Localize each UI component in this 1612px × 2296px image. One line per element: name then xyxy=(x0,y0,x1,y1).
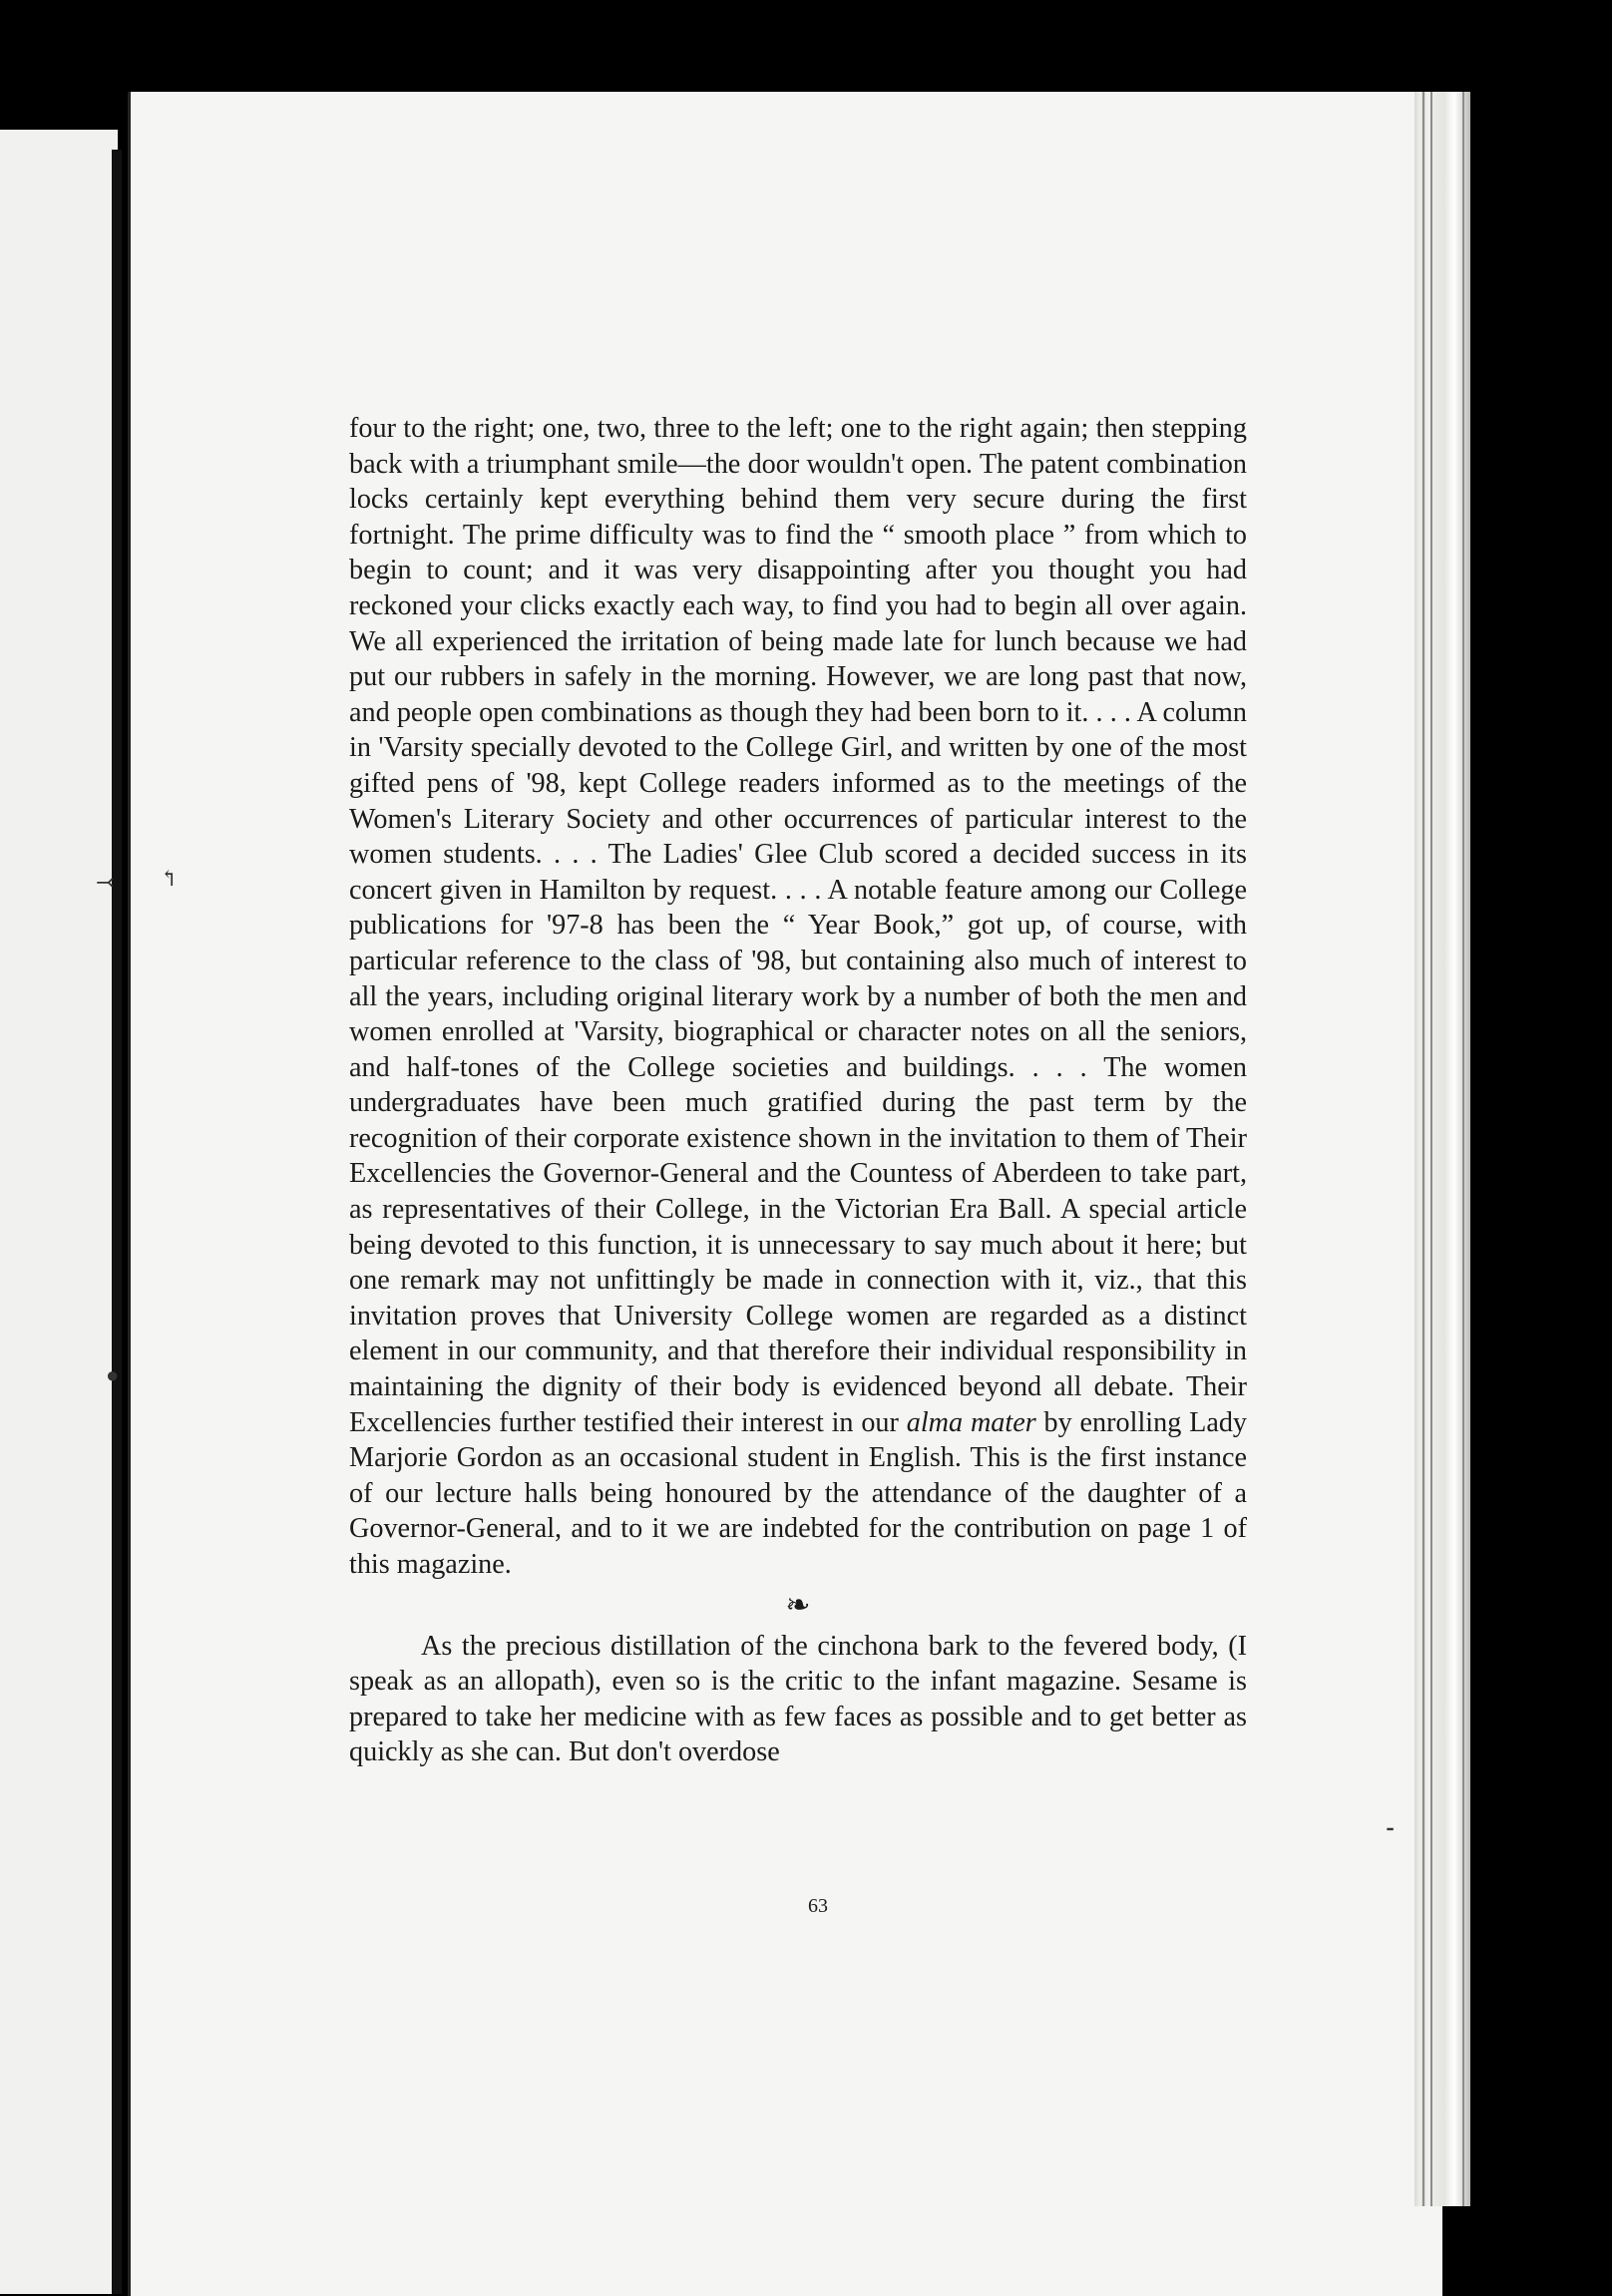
page-edge-line xyxy=(1430,92,1432,2206)
binding-gutter xyxy=(112,150,122,2294)
italic-phrase: alma mater xyxy=(906,1406,1036,1438)
margin-mark: ● xyxy=(106,1362,120,1387)
previous-page-edge xyxy=(0,130,118,2294)
paragraph-text: by enrolling Lady Marjorie Gordon as an occasional student in English. This is the first instance of our lecture halls being honoured by the attendance of the daughter of a Governor-General, and to it we are indebted for the contribution on page 1 of this magazine. xyxy=(349,1406,1248,1580)
section-ornament: ❧ xyxy=(785,1588,811,1622)
page-edge-line xyxy=(1462,92,1464,2206)
body-text xyxy=(349,411,1247,1770)
page-number: 63 xyxy=(808,1895,828,1917)
paragraph-text: four to the right; one, two, three to the left; one to the right again; then stepping back with a triumphant smile—the door wouldn't open. The patent combination locks certainly kept everything behind them very secure during the first fortnight. The prime difficulty was to find the “ smooth place ” from which to begin to count; and it was very disappointing after you thought you had reckoned your clicks exactly each way, to find you had to begin all over again. We all experienced the irritation of being made late for lunch because we had put our rubbers in safely in the morning. However, we are long past that now, and people open combinations as though they had been born to it. . . . A column in 'Varsity specially devoted to the College Girl, and written by one of the most gifted pens of '98, kept College readers informed as to the meetings of the Women's Literary Society and other occurrences of particular interest to the women students. . . . The Ladies' Glee Club scored a decided success in its concert given in Hamilton by request. . . . A notable feature among our College publications for '97-8 has been the “ Year Book,” got up, of course, with particular reference to the class of '98, but containing also much of interest to all the years, including original literary work by a number of both the men and women enrolled at 'Varsity, biographical or character notes on all the seniors, and half-tones of the College societies and buildings. . . . The women undergraduates have been much gratified during the past term by the recognition of their corporate existence shown in the invitation to them of Their Excellencies the Governor-General and the Countess of Aberdeen to take part, as representatives of their College, in the Victorian Era Ball. A special article being devoted to this function, it is unnecessary to say much about it here; but one remark may not unfittingly be made in connection with it, viz., that this invitation proves that University College women are regarded as a distinct element in our community, and that therefore their individual responsibility in maintaining the dignity of their body is evidenced beyond all debate. Their Excellencies further testified their interest in our xyxy=(349,413,1247,1438)
margin-mark: ⁃ xyxy=(1385,1817,1396,1842)
margin-mark: ⤙ xyxy=(96,870,115,895)
paragraph: As the precious distillation of the cinchona bark to the fevered body, (I speak as an allopath), even so is the critic to the infant magazine. Sesame is prepared to take her medicine with as few faces as possible and to get better as quickly as she can. But don't overdose xyxy=(349,1630,1247,1768)
margin-mark: ↰ xyxy=(160,866,179,891)
paragraph xyxy=(349,411,1247,1583)
page-edge-line xyxy=(1422,92,1424,2206)
